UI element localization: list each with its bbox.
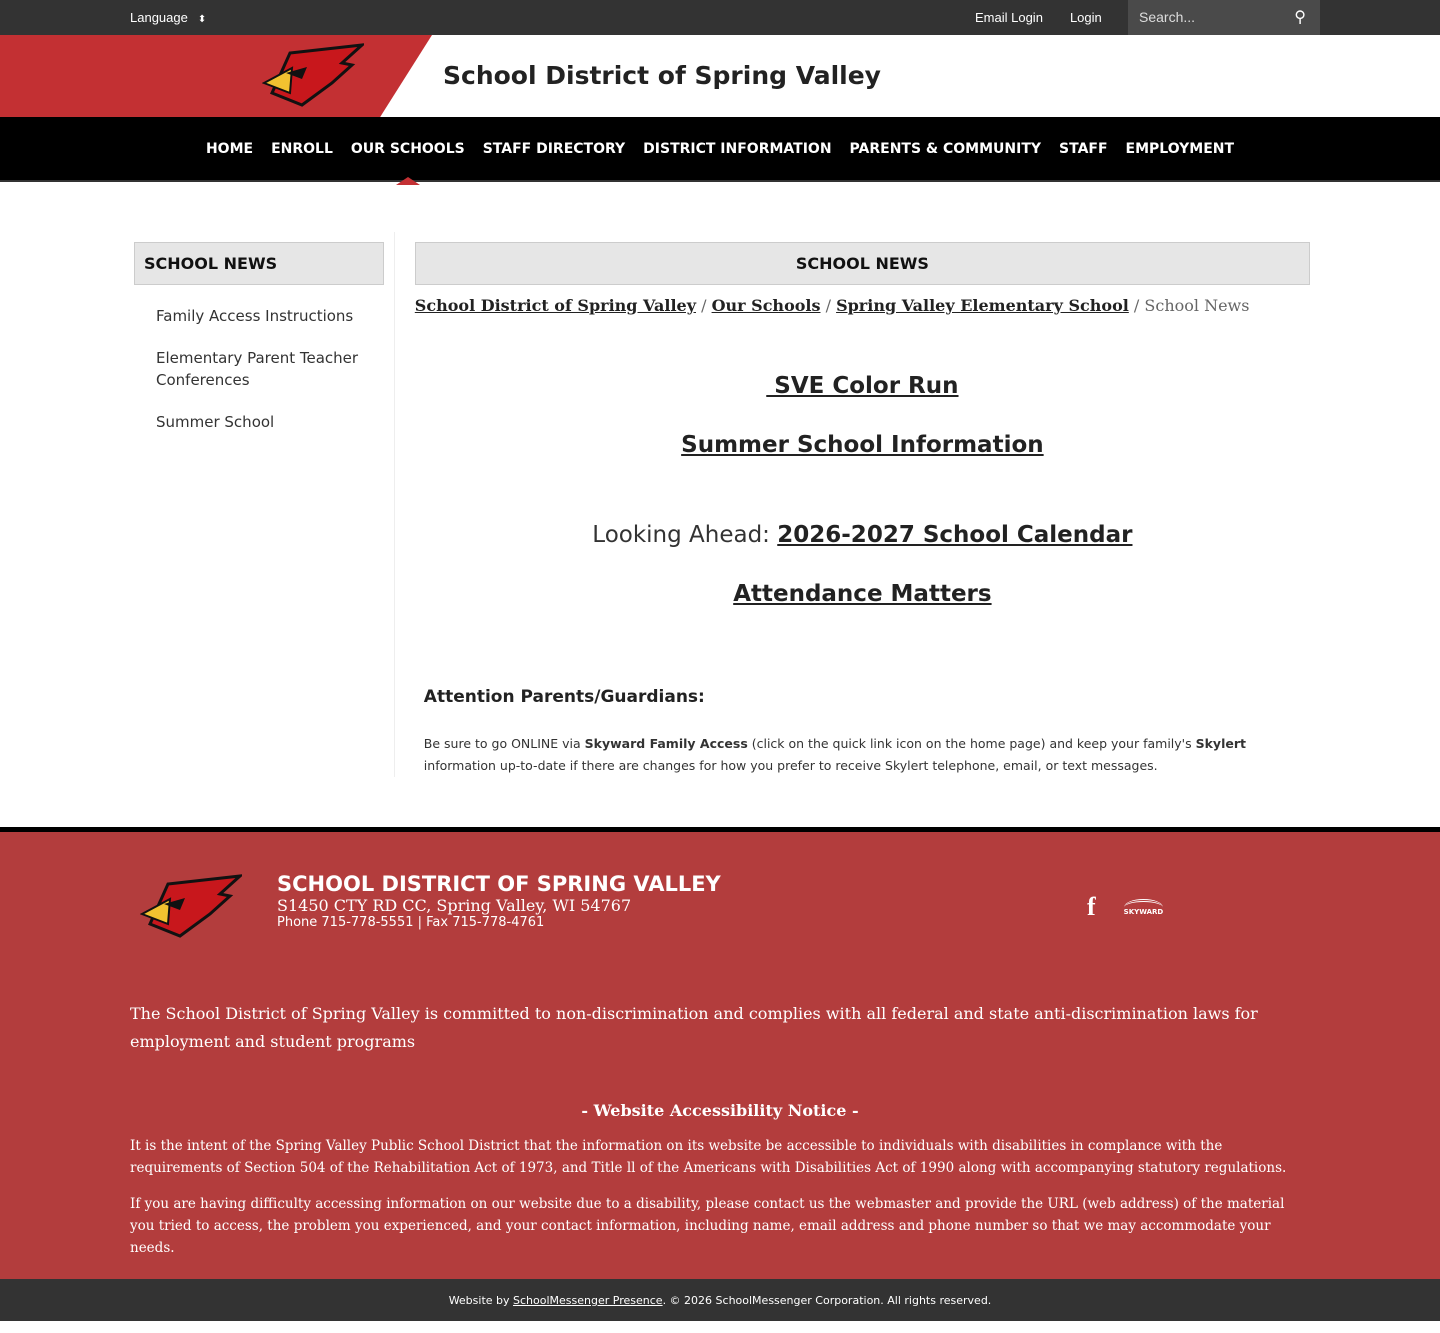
schoolmessenger-link[interactable]: SchoolMessenger Presence — [513, 1294, 663, 1307]
skyward-icon[interactable]: SKYWARD — [1124, 899, 1164, 916]
main-content — [415, 242, 1310, 777]
nondiscrimination-statement: The School District of Spring Valley is committed to non-discrimination and complies with all federal and state anti-discrimination laws for employment and student programs — [130, 1004, 1258, 1051]
copyright-text: . © 2026 SchoolMessenger Corporation. All rights reserved. — [662, 1294, 992, 1307]
breadcrumb-our-schools[interactable]: Our Schools — [711, 296, 821, 315]
footer-address: S1450 CTY RD CC, Spring Valley, WI 54767 — [277, 896, 632, 915]
nav-employment[interactable]: EMPLOYMENT — [1125, 140, 1235, 157]
sidebar — [134, 242, 384, 777]
email-login-link[interactable]: Email Login — [975, 10, 1043, 25]
looking-ahead — [415, 522, 1310, 548]
copyright-prefix: Website by — [448, 1294, 514, 1307]
nav-our-schools[interactable]: OUR SCHOOLS — [350, 140, 465, 157]
attention-paragraph — [424, 733, 1310, 777]
para-text: information up-to-date if there are changes for how you prefer to receive Skylert telephone, email, or text messages. — [423, 758, 1158, 773]
breadcrumb-district[interactable]: School District of Spring Valley — [414, 296, 696, 315]
login-link[interactable]: Login — [1069, 10, 1102, 25]
accessibility-notice-title: - Website Accessibility Notice - — [581, 1101, 859, 1120]
breadcrumb-current: School News — [1144, 296, 1250, 315]
language-selector[interactable] — [130, 10, 206, 25]
site-header — [0, 35, 1440, 117]
copyright-bar — [0, 1279, 1440, 1321]
calendar-link[interactable]: 2026-2027 School Calendar — [777, 522, 1133, 548]
nav-district-information[interactable]: DISTRICT INFORMATION — [643, 140, 832, 157]
main-nav — [0, 117, 1440, 182]
para-bold-skyward: Skyward Family Access — [584, 736, 748, 751]
para-text: (click on the quick link icon on the home page) and keep your family's — [747, 736, 1196, 751]
nav-parents-community[interactable]: PARENTS & COMMUNITY — [849, 140, 1042, 157]
page-title: SCHOOL NEWS — [415, 242, 1310, 285]
language-label: Language — [130, 10, 188, 25]
nav-enroll[interactable]: ENROLL — [271, 140, 333, 157]
footer-district-name: SCHOOL DISTRICT OF SPRING VALLEY — [277, 872, 721, 896]
nav-home[interactable]: HOME — [205, 140, 254, 157]
sidebar-item-conferences[interactable]: Elementary Parent Teacher Conferences — [156, 349, 359, 389]
para-text: Be sure to go ONLINE via — [423, 736, 585, 751]
sidebar-item-summer-school[interactable]: Summer School — [156, 413, 275, 431]
search-input[interactable] — [1128, 0, 1320, 35]
header-red-band — [0, 35, 432, 117]
color-run-link[interactable]: SVE Color Run — [766, 373, 959, 399]
nav-staff-directory[interactable]: STAFF DIRECTORY — [482, 140, 626, 157]
breadcrumb: School District of Spring Valley / Our Schools / Spring Valley Elementary School / School News — [414, 296, 1250, 315]
cardinal-logo[interactable] — [262, 43, 364, 109]
accessibility-notice-p2: If you are having difficulty accessing information on our website due to a disability, please contact us the webmaster and provide the URL (web address) of the material you tried to access, the problem you experienced, and your contact information, including name, email address and phone number so that we may accommodate your needs. — [130, 1196, 1285, 1256]
site-title[interactable]: School District of Spring Valley — [443, 61, 881, 90]
accessibility-notice-p1: It is the intent of the Spring Valley Public School District that the information on its website be accessible to individuals with disabilities in complance with the requirements of Section 504 of the Rehabilitation Act of 1973, and Title ll of the Americans with Disabilities Act of 1990 along with accompanying statutory regulations. — [130, 1138, 1287, 1176]
divider — [394, 232, 395, 777]
attention-heading: Attention Parents/Guardians: — [423, 687, 705, 707]
breadcrumb-elementary[interactable]: Spring Valley Elementary School — [836, 296, 1129, 315]
sidebar-item-family-access[interactable]: Family Access Instructions — [156, 307, 354, 325]
looking-ahead-label: Looking Ahead: — [592, 522, 778, 548]
summer-school-link[interactable]: Summer School Information — [681, 432, 1044, 458]
footer — [0, 827, 1440, 1279]
search-placeholder: Search... — [1139, 9, 1196, 25]
footer-phone: Phone 715-778-5551 | Fax 715-778-4761 — [277, 915, 545, 930]
sort-arrows-icon: ⬍ — [197, 14, 207, 25]
nav-staff[interactable]: STAFF — [1059, 140, 1108, 157]
search-icon[interactable]: ⚲ — [1294, 9, 1306, 26]
facebook-icon[interactable]: f — [1087, 892, 1096, 921]
attendance-link[interactable]: Attendance Matters — [733, 581, 992, 607]
sidebar-heading: SCHOOL NEWS — [134, 242, 384, 285]
footer-cardinal-logo — [140, 874, 242, 940]
para-bold-skylert: Skylert — [1195, 736, 1246, 751]
top-bar — [0, 0, 1440, 35]
